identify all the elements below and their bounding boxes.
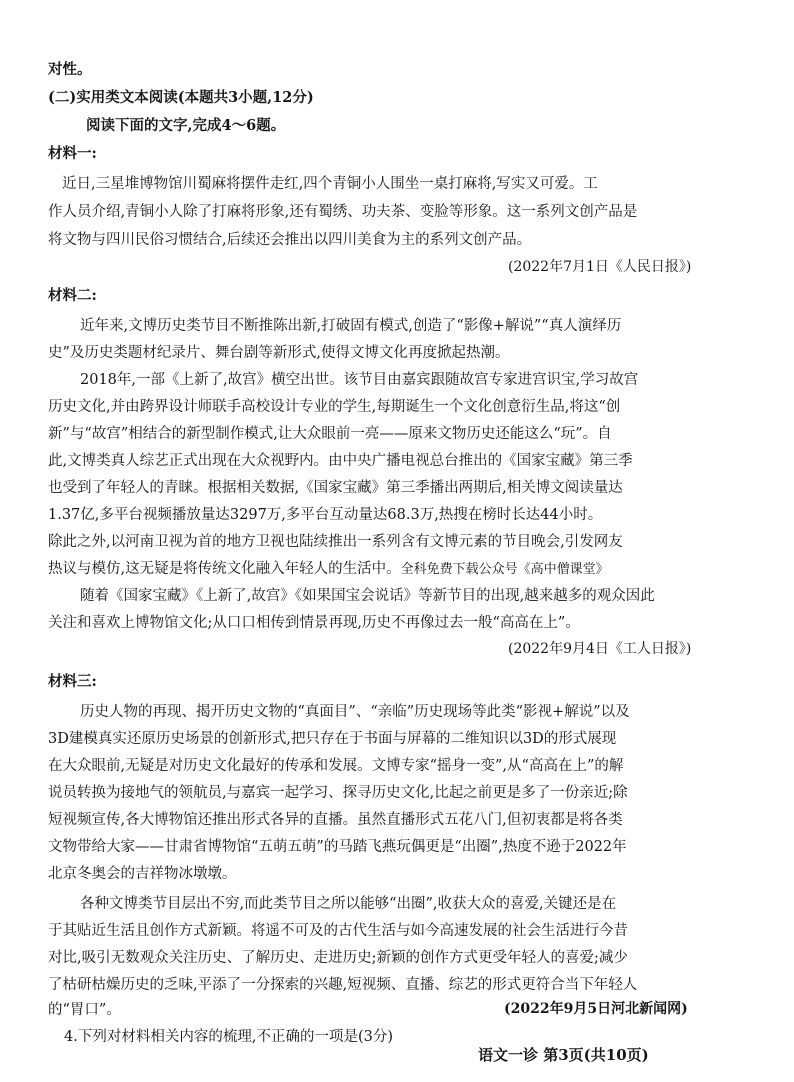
material-3-paragraph-line: 文物带给大家——甘肃省博物馆“五萌五萌”的马踏飞燕玩偶更是“出圈”,热度不逊于2022年 bbox=[48, 839, 627, 855]
material-2-source: (2022年9月4日《工人日报》) bbox=[508, 641, 692, 657]
material-2-paragraph-line: 除此之外,以河南卫视为首的地方卫视也陆续推出一系列含有文博元素的节目晚会,引发网友 bbox=[48, 534, 623, 550]
material-3-paragraph-line: 历史人物的再现、揭开历史文物的“真面目”、“亲临”历史现场等此类“影视+解说”以及 bbox=[80, 704, 630, 720]
material-2-paragraph-line: 也受到了年轻人的青睐。根据相关数据,《国家宝藏》第三季播出两期后,相关博文阅读量达 bbox=[48, 480, 623, 496]
material-3-paragraph-line: 短视频宣传,各大博物馆还推出形式各异的直播。虽然直播形式五花八门,但初衷都是将各类 bbox=[48, 812, 623, 828]
material-3-paragraph-line: 说员转换为接地气的领航员,与嘉宾一起学习、探寻历史文化,比起之前更是多了一份亲近;除 bbox=[48, 785, 628, 801]
material-2-paragraph-line: 此,文博类真人综艺正式出现在大众视野内。由中央广播电视总台推出的《国家宝藏》第三季 bbox=[48, 453, 633, 469]
material-2-paragraph-line: 新”与“故宫”相结合的新型制作模式,让大众眼前一亮——原来文物历史还能这么“玩”。自 bbox=[48, 426, 612, 442]
material-2-paragraph-line: 1.37亿,多平台视频播放量达3297万,多平台互动量达68.3万,热搜在榜时长达44小时。 bbox=[48, 507, 603, 523]
material-1-paragraph-line: 近日,三星堆博物馆川蜀麻将摆件走红,四个青铜小人围坐一桌打麻将,写实又可爱。工 bbox=[62, 176, 598, 192]
page-footer: 语文一诊 第3页(共10页) bbox=[478, 1046, 649, 1064]
material-3-source: (2022年9月5日河北新闻网) bbox=[504, 1001, 688, 1017]
reading-instruction: 阅读下面的文字,完成4～6题。 bbox=[86, 117, 286, 134]
material-3-paragraph-line: 了枯研枯燥历史的乏味,平添了一分探索的兴趣,短视频、直播、综艺的形式更符合当下年轻人 bbox=[48, 977, 638, 993]
material-1-source: (2022年7月1日《人民日报》) bbox=[508, 259, 692, 275]
material-3-paragraph-line: 各种文博类节目层出不穷,而此类节目之所以能够“出圈”,收获大众的喜爱,关键还是在 bbox=[80, 896, 617, 912]
material-2-paragraph-line: 史”及历史类题材纪录片、舞台剧等新形式,使得文博文化再度掀起热潮。 bbox=[48, 345, 510, 361]
material-2-paragraph-line: 历史文化,并由跨界设计师联手高校设计专业的学生,每期诞生一个文化创意衍生品,将这“创 bbox=[48, 399, 621, 415]
material-3-paragraph-line: 3D建模真实还原历史场景的创新形式,把只存在于书面与屏幕的二维知识以3D的形式展现 bbox=[48, 731, 617, 747]
material-3-paragraph-line: 于其贴近生活且创作方式新颖。将遥不可及的古代生活与如今高速发展的社会生活进行今昔 bbox=[48, 923, 628, 939]
paragraph-text: 热议与模仿,这无疑是将传统文化融入年轻人的生活中。 bbox=[48, 561, 401, 577]
material-1-label: 材料一: bbox=[48, 145, 97, 162]
material-2-paragraph-line: 关注和喜欢上博物馆文化;从口口相传到情景再现,历史不再像过去一般“高高在上”。 bbox=[48, 615, 580, 631]
section-heading: (二)实用类文本阅读(本题共3小题,12分) bbox=[48, 89, 314, 106]
prev-question-tail: 对性。 bbox=[48, 61, 92, 78]
material-1-paragraph-line: 将文物与四川民俗习惯结合,后续还会推出以四川美食为主的系列文创产品。 bbox=[48, 232, 532, 248]
material-1-paragraph-line: 作人员介绍,青铜小人除了打麻将形象,还有蜀绣、功夫茶、变脸等形象。这一系列文创产品是 bbox=[48, 204, 638, 220]
watermark-text: 全科免费下载公众号《高中僧课堂》 bbox=[400, 562, 609, 577]
question-4-stem: 4.下列对材料相关内容的梳理,不正确的一项是(3分) bbox=[64, 1029, 393, 1045]
material-2-paragraph-line: 随着《国家宝藏》《上新了,故宫》《如果国宝会说话》等新节目的出现,越来越多的观众因此 bbox=[80, 588, 655, 604]
material-2-paragraph-line: 近年来,文博历史类节目不断推陈出新,打破固有模式,创造了“影像+解说”“真人演绎历 bbox=[80, 318, 622, 334]
material-3-paragraph-line: 北京冬奥会的吉祥物冰墩墩。 bbox=[48, 866, 237, 882]
material-3-label: 材料三: bbox=[48, 673, 97, 690]
material-3-paragraph-line: 在大众眼前,无疑是对历史文化最好的传承和发展。文博专家“摇身一变”,从“高高在上”的解 bbox=[48, 758, 624, 774]
material-3-paragraph-line: 的“胃口”。 bbox=[48, 1002, 121, 1018]
material-2-paragraph-line bbox=[48, 559, 609, 579]
material-2-paragraph-line: 2018年,一部《上新了,故宫》横空出世。该节目由嘉宾跟随故宫专家进宫识宝,学习故宫 bbox=[80, 372, 639, 388]
material-2-label: 材料二: bbox=[48, 287, 97, 304]
material-3-paragraph-line: 对比,吸引无数观众关注历史、了解历史、走进历史;新颖的创作方式更受年轻人的喜爱;减少 bbox=[48, 950, 628, 966]
